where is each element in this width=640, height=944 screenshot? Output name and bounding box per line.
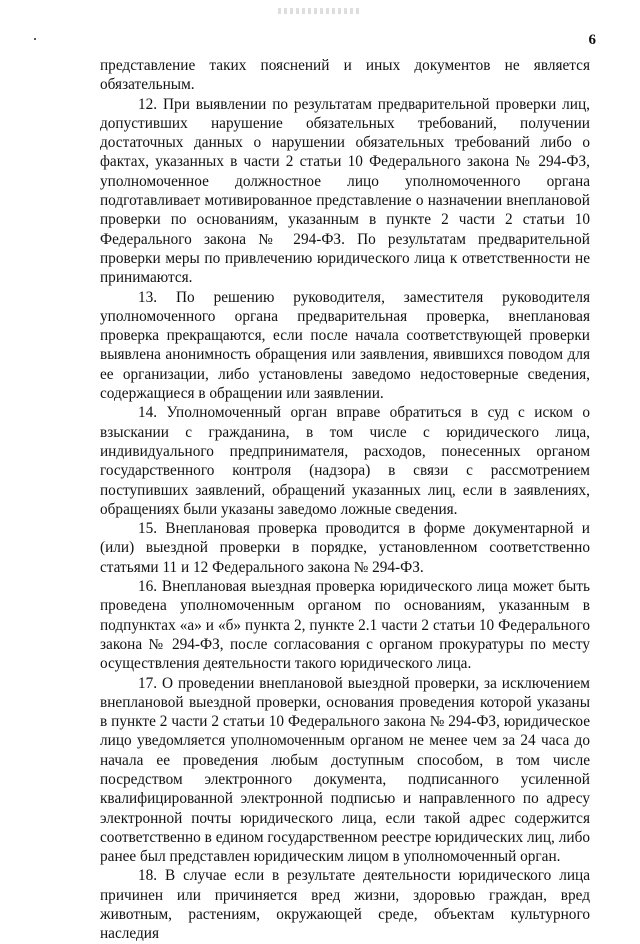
- document-body: [100, 56, 590, 944]
- paragraph-17: 17. О проведении внеплановой выездной проверки, за исключением внеплановой выездной проверки, основания проведения которой указаны в пункте 2 части 2 статьи 10 Федерального закона № 294-ФЗ, юридическое лицо уведомляется уполномоченным органом не менее чем за 24 часа до начала ее проведения любым доступным способом, в том числе посредством электронного документа, подписанного усиленной квалифицированной электронной подписью и направленного по адресу электронной почты юридического лица, если такой адрес содержится соответственно в едином государственном реестре юридических лиц, либо ранее был представлен юридическим лицом в уполномоченный орган.: [100, 674, 590, 866]
- scan-dot-artifact: [34, 38, 36, 40]
- paragraph-16: 16. Внеплановая выездная проверка юридического лица может быть проведена уполномоченным органом по основаниям, указанным в подпунктах «а» и «б» пункта 2, пункте 2.1 части 2 статьи 10 Федерального закона № 294-ФЗ, после согласования с органом прокуратуры по месту осуществления деятельности такого юридического лица.: [100, 578, 590, 673]
- paragraph-14: 14. Уполномоченный орган вправе обратиться в суд с иском о взыскании с гражданина, в том числе с юридического лица, индивидуального предпринимателя, расходов, понесенных органом государственного контроля (надзора) в связи с рассмотрением поступивших заявлений, обращений указанных лиц, если в заявлениях, обращениях были указаны заведомо ложные сведения.: [100, 404, 590, 518]
- paragraph-13: 13. По решению руководителя, заместителя руководителя уполномоченного органа предварительная проверка, внеплановая проверка прекращаются, если после начала соответствующей проверки выявлена анонимность обращения или заявления, явившихся поводом для ее организации, либо установлены заведомо недостоверные сведения, содержащиеся в обращении или заявлении.: [100, 288, 590, 403]
- paragraph-18: 18. В случае если в результате деятельности юридического лица причинен или причиняется вред жизни, здоровью граждан, вред животным, растениям, окружающей среде, объектам культурного наследия: [100, 867, 590, 943]
- paragraph-continuation: представление таких пояснений и иных документов не является обязательным.: [100, 57, 590, 94]
- paragraph-15: 15. Внеплановая проверка проводится в форме документарной и (или) выездной проверки в порядке, установленном соответственно статьями 11 и 12 Федерального закона № 294-ФЗ.: [100, 520, 590, 576]
- scan-artifact: [278, 8, 362, 14]
- paragraph-12: 12. При выявлении по результатам предварительной проверки лиц, допустивших нарушение обязательных требований, получении достаточных данных о нарушении обязательных требований либо о фактах, указанных в части 2 статьи 10 Федерального закона № 294-ФЗ, уполномоченное должностное лицо уполномоченного органа подготавливает мотивированное представление о назначении внеплановой проверки по основаниям, указанным в пункте 2 части 2 статьи 10 Федерального закона № 294-ФЗ. По результатам предварительной проверки меры по привлечению юридического лица к ответственности не принимаются.: [100, 95, 590, 287]
- page-number: 6: [588, 32, 596, 48]
